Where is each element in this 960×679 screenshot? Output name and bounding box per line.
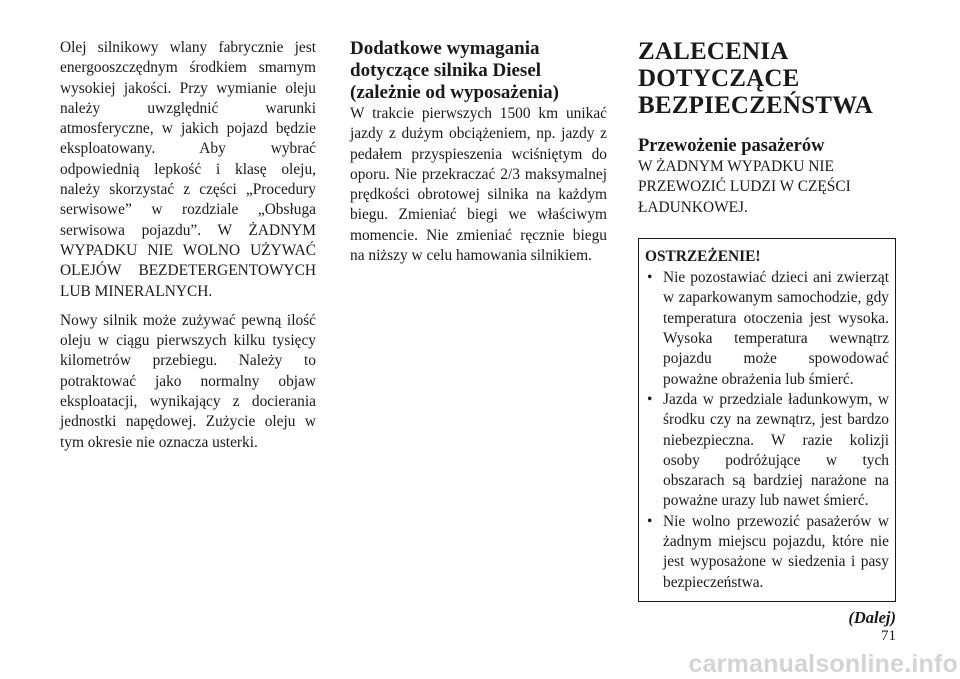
diesel-break-in-paragraph: W trakcie pierwszych 1500 km unikać jazdy z dużym obciążeniem, np. jazdy z pedałem przyspieszenia wciśniętym do oporu. Nie przekraczać 2/3 maksymalnej prędkości obrotowej silnika na każdym biegu. Zmieniać biegi we właściwym momencie. Nie zmieniać ręcznie biegu na niższy w celu hamowania silnikiem. bbox=[350, 105, 607, 265]
engine-oil-paragraph: Olej silnikowy wlany fabrycznie jest energooszczędnym środkiem smarnym wysokiej jakości. Przy wymianie oleju należy uwzględnić warunki atmosferyczne, w jakich pojazd będzie eksploatowany. Aby wybrać odpowiednią lepkość i klasę oleju, należy skorzystać z części „Procedury serwisowe” w rozdziale „Obsługa serwisowa pojazdu”. W ŻADNYM WYPADKU NIE WOLNO UŻYWAĆ OLEJÓW BEZDETERGENTOWYCH LUB MINERALNYCH. bbox=[60, 39, 316, 300]
warning-item-text: Nie pozostawiać dzieci ani zwierząt w zaparkowanym samochodzie, gdy temperatura otoczenia jest wysoka. Wysoka temperatura wewnątrz pojazdu może spowodować poważne obrażenia lub śmierć. bbox=[663, 269, 889, 388]
warning-item bbox=[645, 512, 889, 593]
oil-consumption-paragraph: Nowy silnik może zużywać pewną ilość oleju w ciągu pierwszych kilku tysięcy kilometrów przebiegu. Należy to potraktować jako normalny objaw eksploatacji, wynikający z docierania jednostki napędowej. Zużycie oleju w tym okresie nie oznacza usterki. bbox=[60, 311, 316, 451]
cargo-area-notice: W ŻADNYM WYPADKU NIE PRZEWOZIĆ LUDZI W CZĘŚCI ŁADUNKOWEJ. bbox=[638, 158, 851, 216]
heading-line: dotyczące silnika Diesel bbox=[350, 60, 542, 81]
middle-column bbox=[350, 38, 607, 275]
continued-label: (Dalej) bbox=[848, 607, 896, 627]
diesel-requirements-heading bbox=[350, 38, 607, 104]
safety-recommendations-heading bbox=[638, 38, 896, 119]
heading-line: ZALECENIA bbox=[638, 38, 789, 65]
bullet-icon: • bbox=[647, 512, 653, 530]
warning-item-text: Jazda w przedziale ładunkowym, w środku czy na zewnątrz, jest bardzo niebezpieczna. W razie kolizji osoby podróżujące w tych obszarach są bardziej narażone na poważne urazy lub nawet śmierć. bbox=[663, 390, 889, 510]
warning-item bbox=[645, 268, 889, 390]
bullet-icon: • bbox=[647, 390, 653, 408]
heading-line: Dodatkowe wymagania bbox=[350, 38, 540, 59]
warning-title: OSTRZEŻENIE! bbox=[645, 247, 761, 265]
right-column bbox=[638, 38, 896, 628]
warning-list bbox=[645, 268, 889, 593]
watermark: carmanualsonline.info bbox=[688, 650, 958, 678]
passenger-transport-heading: Przewożenie pasażerów bbox=[638, 136, 825, 156]
heading-line: DOTYCZĄCE bbox=[638, 65, 800, 92]
warning-item bbox=[645, 390, 889, 512]
page-number: 71 bbox=[881, 628, 896, 644]
warning-box bbox=[638, 238, 896, 602]
warning-item-text: Nie wolno przewozić pasażerów w żadnym miejscu pojazdu, które nie jest wyposażone w siedzenia i pasy bezpieczeństwa. bbox=[663, 512, 889, 591]
bullet-icon: • bbox=[647, 269, 653, 287]
heading-line: (zależnie od wyposażenia) bbox=[350, 82, 559, 103]
left-column bbox=[60, 38, 316, 462]
heading-line: BEZPIECZEŃSTWA bbox=[638, 92, 873, 119]
